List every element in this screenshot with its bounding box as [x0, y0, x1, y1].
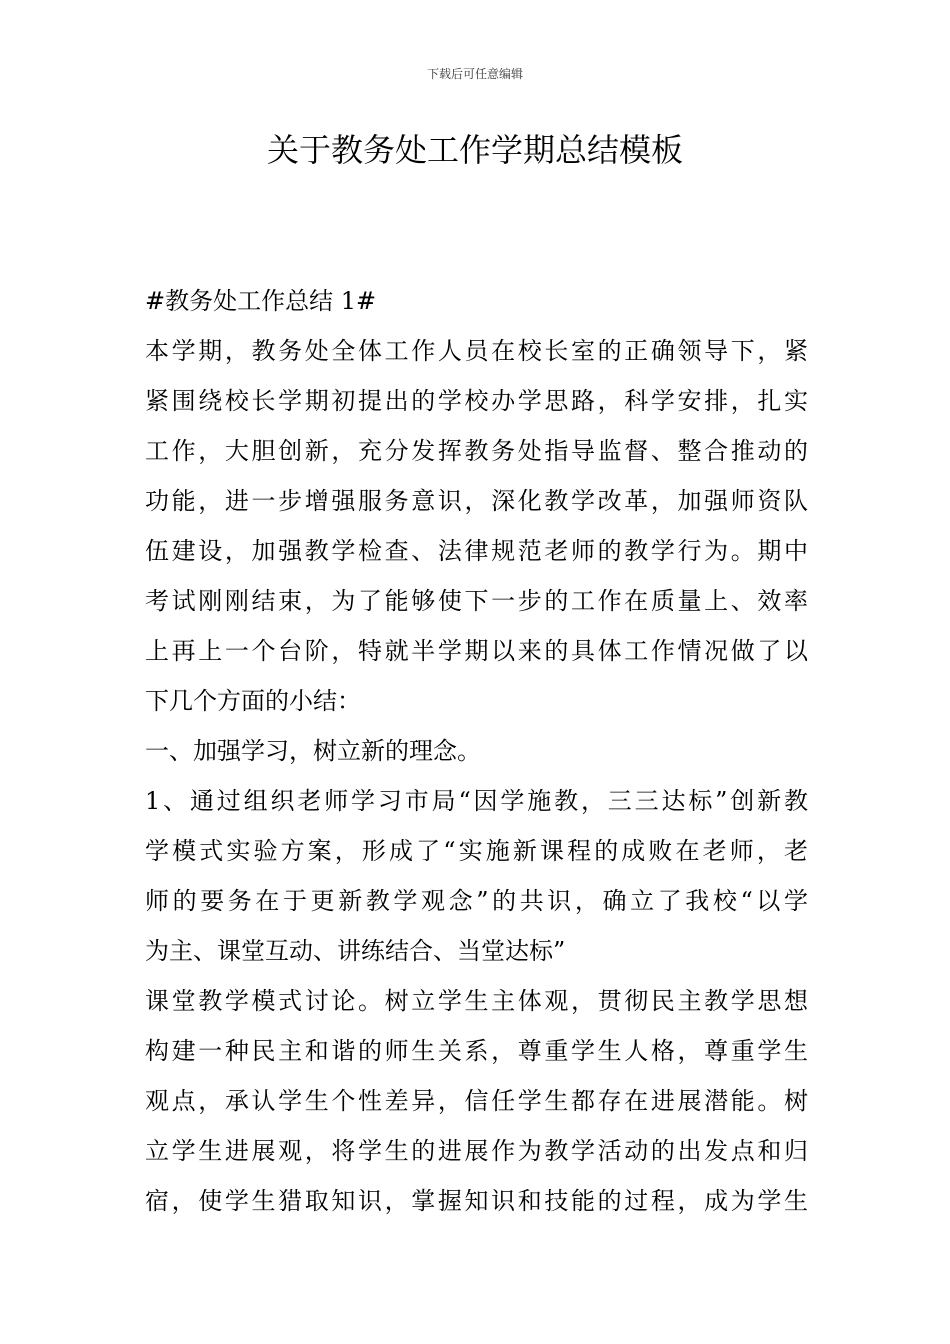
- text-line: 师的要务在于更新教学观念”的共识，确立了我校“以学: [145, 887, 808, 915]
- text-line: 1、通过组织老师学习市局“因学施教，三三达标”创新教: [145, 787, 808, 815]
- text-line: #教务处工作总结 1#: [145, 287, 377, 315]
- text-line: 学模式实验方案，形成了“实施新课程的成败在老师，老: [145, 837, 808, 865]
- text-line: 为主、课堂互动、讲练结合、当堂达标”: [145, 937, 566, 965]
- text-line: 上再上一个台阶，特就半学期以来的具体工作情况做了以: [145, 637, 808, 665]
- text-line: 立学生进展观，将学生的进展作为教学活动的出发点和归: [145, 1137, 808, 1165]
- text-line: 伍建设，加强教学检查、法律规范老师的教学行为。期中: [145, 537, 808, 565]
- text-line: 一、加强学习，树立新的理念。: [145, 737, 481, 765]
- text-line: 功能，进一步增强服务意识，深化教学改革，加强师资队: [145, 487, 808, 515]
- text-line: 考试刚刚结束，为了能够使下一步的工作在质量上、效率: [145, 587, 808, 615]
- body-text: [145, 276, 808, 1226]
- text-line: 下几个方面的小结：: [145, 687, 361, 715]
- text-line: 构建一种民主和谐的师生关系，尊重学生人格，尊重学生: [145, 1037, 808, 1065]
- text-line: 课堂教学模式讨论。树立学生主体观，贯彻民主教学思想: [145, 987, 808, 1015]
- text-line: 宿，使学生猎取知识，掌握知识和技能的过程，成为学生: [145, 1187, 808, 1215]
- text-line: 紧围绕校长学期初提出的学校办学思路，科学安排，扎实: [145, 387, 808, 415]
- text-line: 观点，承认学生个性差异，信任学生都存在进展潜能。树: [145, 1087, 808, 1115]
- text-line: 本学期，教务处全体工作人员在校长室的正确领导下，紧: [145, 337, 808, 365]
- text-line: 工作，大胆创新，充分发挥教务处指导监督、整合推动的: [145, 437, 808, 465]
- header-note: 下载后可任意编辑: [426, 67, 523, 81]
- document-title: 关于教务处工作学期总结模板: [266, 131, 683, 169]
